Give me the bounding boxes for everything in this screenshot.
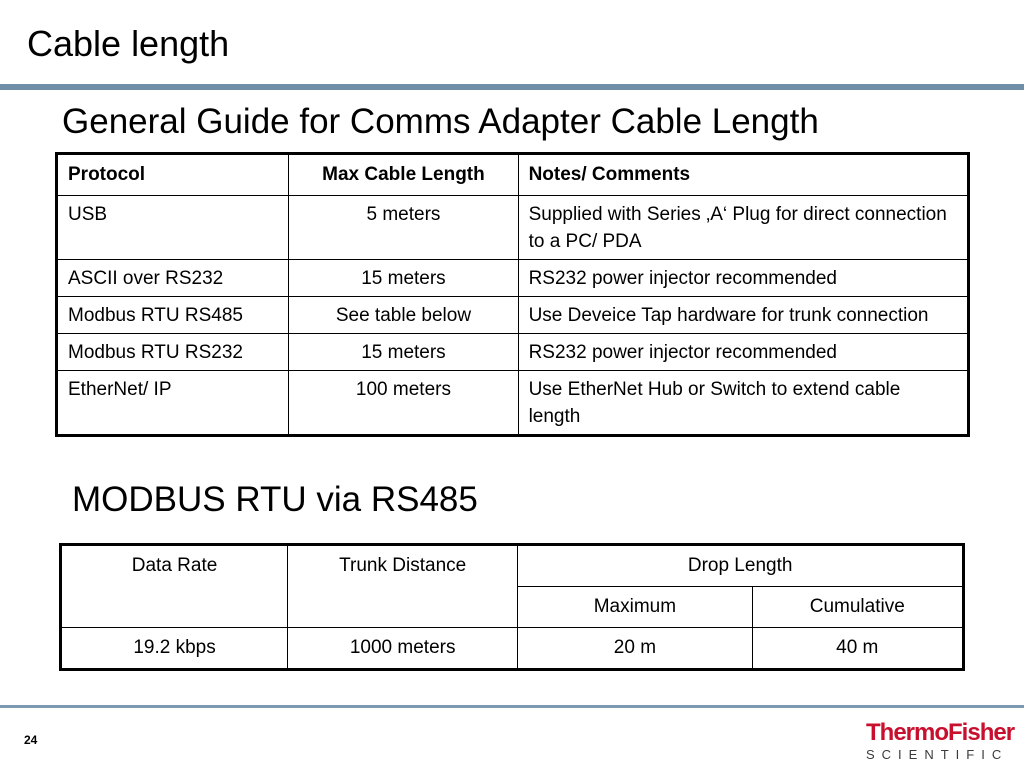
table-header-row: [57, 154, 969, 196]
header-drop-length: Drop Length: [518, 545, 964, 587]
table-row: [57, 371, 969, 436]
table-row: [57, 334, 969, 371]
protocol-cell: EtherNet/ IP: [57, 371, 289, 436]
header-max-cable-length: Max Cable Length: [289, 154, 518, 196]
notes-cell: RS232 power injector recommended: [518, 260, 968, 297]
page-number: 24: [24, 733, 38, 747]
cumulative-cell: 40 m: [752, 628, 963, 670]
length-cell: See table below: [289, 297, 518, 334]
protocol-cell: ASCII over RS232: [57, 260, 289, 297]
header-cumulative: Cumulative: [752, 587, 963, 628]
logo-wordmark: [866, 719, 1015, 746]
table-row: [57, 260, 969, 297]
protocol-cell: Modbus RTU RS485: [57, 297, 289, 334]
header-data-rate: Data Rate: [61, 545, 288, 628]
trunk-distance-cell: 1000 meters: [288, 628, 518, 670]
length-cell: 15 meters: [289, 260, 518, 297]
table-row: [57, 297, 969, 334]
header-protocol: Protocol: [57, 154, 289, 196]
data-rate-cell: 19.2 kbps: [61, 628, 288, 670]
thermo-fisher-logo: [866, 719, 1015, 763]
table-row: [57, 196, 969, 260]
table-row: [61, 628, 964, 670]
table-header-row: [61, 545, 964, 587]
logo-scientific: SCIENTIFIC: [866, 747, 1009, 762]
notes-cell: Supplied with Series ‚A‘ Plug for direct connection to a PC/ PDA: [518, 196, 968, 260]
modbus-rs485-table: [59, 543, 965, 671]
table1-heading: General Guide for Comms Adapter Cable Length: [62, 102, 819, 141]
slide-title: Cable length: [27, 23, 230, 64]
bottom-divider: [0, 705, 1024, 708]
table2-heading: MODBUS RTU via RS485: [72, 480, 478, 519]
top-divider: [0, 84, 1024, 90]
length-cell: 5 meters: [289, 196, 518, 260]
maximum-cell: 20 m: [518, 628, 752, 670]
notes-cell: RS232 power injector recommended: [518, 334, 968, 371]
logo-thermo: Thermo: [866, 719, 949, 746]
notes-cell: Use Deveice Tap hardware for trunk connection: [518, 297, 968, 334]
header-notes: Notes/ Comments: [518, 154, 968, 196]
notes-cell: Use EtherNet Hub or Switch to extend cable length: [518, 371, 968, 436]
comms-cable-length-table: [55, 152, 970, 437]
header-maximum: Maximum: [518, 587, 752, 628]
length-cell: 100 meters: [289, 371, 518, 436]
protocol-cell: Modbus RTU RS232: [57, 334, 289, 371]
logo-fisher: Fisher: [948, 719, 1015, 746]
protocol-cell: USB: [57, 196, 289, 260]
length-cell: 15 meters: [289, 334, 518, 371]
header-trunk-distance: Trunk Distance: [288, 545, 518, 628]
